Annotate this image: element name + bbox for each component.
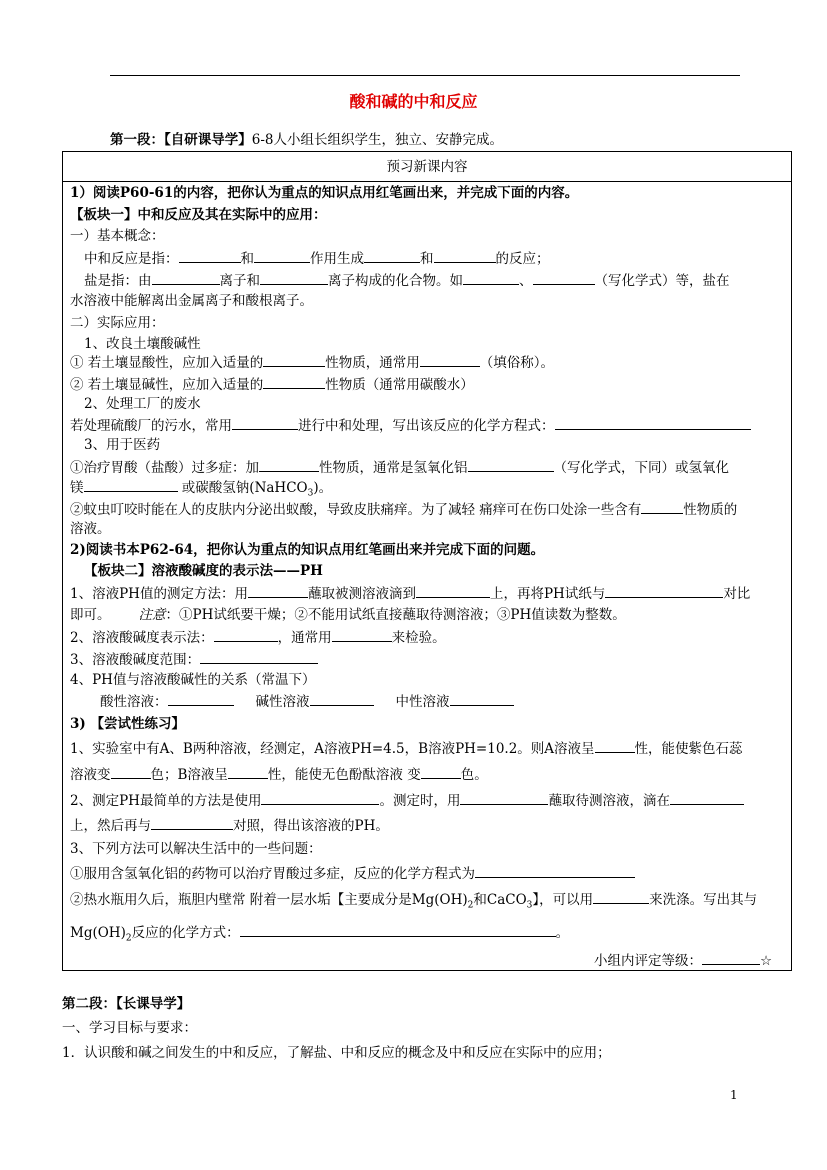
line-ph-notation <box>70 627 446 648</box>
line-ph-method <box>70 583 750 604</box>
fill-blank[interactable] <box>232 415 298 430</box>
text: 性，能使无色酚酞溶液 变 <box>267 767 421 783</box>
section-two-heading <box>62 994 190 1014</box>
fill-blank[interactable] <box>595 738 635 753</box>
line-salt-def <box>84 270 730 291</box>
text: 溶液变 <box>70 767 111 783</box>
text: 色；B溶液呈 <box>150 767 228 783</box>
fill-blank[interactable] <box>248 583 308 598</box>
line-solution-types <box>100 691 514 712</box>
fill-blank[interactable] <box>332 627 392 642</box>
fill-blank[interactable] <box>260 270 328 285</box>
line-salt-ions: 水溶液中能解离出金属离子和酸根离子。 <box>70 293 313 309</box>
fill-blank[interactable] <box>416 583 490 598</box>
text: 盐是指：由 <box>84 273 152 289</box>
fill-blank[interactable] <box>533 270 595 285</box>
text: ②热水瓶用久后，瓶胆内壁常 附着一层水垢【主要成分是Mg(OH) <box>70 892 468 908</box>
text: 进行中和处理，写出该反应的化学方程式： <box>298 418 555 434</box>
line-group-rating <box>594 950 772 971</box>
text: 1、溶液PH值的测定方法：用 <box>70 586 248 602</box>
fill-blank[interactable] <box>261 790 379 805</box>
line-wastewater-heading: 2、处理工厂的废水 <box>84 396 201 412</box>
fill-blank[interactable] <box>641 499 683 514</box>
text: ②蚊虫叮咬时能在人的皮肤内分泌出蚁酸，导致皮肤痛痒。为了减轻 痛痒可在伤口处涂一些含有 <box>70 502 642 518</box>
line-practical-use: 二）实际应用： <box>70 315 165 331</box>
text: 蘸取被测溶液滴到 <box>307 586 416 602</box>
fill-blank[interactable] <box>263 352 325 367</box>
text: 。 <box>555 925 570 941</box>
fill-blank[interactable] <box>364 248 420 263</box>
line-soil-alkaline <box>70 374 474 395</box>
text: 来检验。 <box>391 630 446 646</box>
fill-blank[interactable] <box>179 248 241 263</box>
text: ① 若土壤显酸性，应加入适量的 <box>70 355 264 371</box>
top-rule <box>110 75 740 76</box>
text: 2、溶液酸碱度表示法： <box>70 630 214 646</box>
fill-blank[interactable] <box>228 764 268 779</box>
text: 若处理硫酸厂的污水，常用 <box>70 418 232 434</box>
text: 镁 <box>70 480 84 496</box>
text: 色。 <box>460 767 488 783</box>
fill-blank[interactable] <box>254 248 310 263</box>
section-two-prefix: 第二段： <box>62 996 116 1012</box>
line-q2-b <box>70 815 389 836</box>
text: 性物质，通常用 <box>325 355 420 371</box>
text: 性物质的 <box>683 502 738 518</box>
section-one-heading <box>110 128 503 148</box>
line-q3-c <box>70 922 569 949</box>
text: 和CaCO <box>473 892 527 908</box>
line-ph-range <box>70 649 318 670</box>
text: 和 <box>240 251 254 267</box>
section-one-text: 6-8人小组长组织学生，独立、安静完成。 <box>251 132 503 148</box>
text: 1、实验室中有A、B两种溶液，经测定，A溶液PH=4.5，B溶液PH=10.2。则A溶液呈 <box>70 741 595 757</box>
text: 反应的化学方式： <box>131 925 240 941</box>
text: 性物质（通常用碳酸水） <box>325 377 474 393</box>
text: 或碳酸氢钠(NaHCO <box>181 480 308 496</box>
line-reading-1: 1）阅读P60-61的内容，把你认为重点的知识点用红笔画出来，并完成下面的内容。 <box>70 185 579 201</box>
note-label: 注意 <box>138 607 166 623</box>
fill-blank[interactable] <box>702 950 760 965</box>
section-one-prefix: 第一段： <box>110 132 164 148</box>
subscript: 3 <box>526 900 533 911</box>
text: ：①PH试纸要干燥；②不能用试纸直接蘸取待测溶液；③PH值读数为整数。 <box>165 607 626 623</box>
text: 。测定时，用 <box>379 793 461 809</box>
text: 2、测定PH最简单的方法是使用 <box>70 793 262 809</box>
line-neutralization-def <box>84 248 550 269</box>
fill-blank[interactable] <box>259 457 319 472</box>
text: （写化学式，下同）或氢氧化 <box>553 460 729 476</box>
fill-blank[interactable] <box>475 863 635 878</box>
subscript: 3 <box>307 488 314 499</box>
text: 】，可以用 <box>532 892 594 908</box>
line-q3-heading: 3、下列方法可以解决生活中的一些问题： <box>70 841 322 857</box>
fill-blank[interactable] <box>434 248 496 263</box>
fill-blank[interactable] <box>168 691 234 706</box>
text: 性物质，通常是氢氧化铝 <box>319 460 468 476</box>
text: 上，再将PH试纸与 <box>489 586 606 602</box>
text: 作用生成 <box>310 251 364 267</box>
line-soil-heading: 1、改良土壤酸碱性 <box>84 336 201 352</box>
line-q3-b <box>70 889 757 916</box>
fill-blank[interactable] <box>420 352 480 367</box>
star-icon: ☆ <box>760 953 773 969</box>
line-ph-notes <box>70 605 626 625</box>
learning-goals-heading: 一、学习目标与要求： <box>62 1020 197 1036</box>
text: 对比 <box>723 586 751 602</box>
text: 离子和 <box>219 273 260 289</box>
text: 和 <box>420 251 434 267</box>
line-basic-concepts: 一）基本概念： <box>70 228 165 244</box>
text: 酸性溶液： <box>100 694 168 710</box>
line-reading-2: 2)阅读书本P62-64，把你认为重点的知识点用红笔画出来并完成下面的问题。 <box>70 542 545 558</box>
line-mosquito <box>70 499 737 520</box>
text: 即可。 <box>70 607 111 623</box>
fill-blank[interactable] <box>421 764 461 779</box>
text: 的反应； <box>495 251 550 267</box>
practice-heading: 3) 【尝试性练习】 <box>70 716 185 732</box>
fill-blank[interactable] <box>152 270 220 285</box>
line-q3-a <box>70 863 635 884</box>
subscript: 2 <box>467 900 474 911</box>
text: 来洗涤。写出其与 <box>649 892 758 908</box>
text: （写化学式）等，盐在 <box>594 273 730 289</box>
fill-blank[interactable] <box>240 922 556 937</box>
fill-blank[interactable] <box>605 583 723 598</box>
text: ② 若土壤显碱性，应加入适量的 <box>70 377 264 393</box>
line-q1-a <box>70 738 743 759</box>
fill-blank[interactable] <box>263 374 325 389</box>
text: 蘸取待测溶液，滴在 <box>548 793 670 809</box>
line-wastewater <box>70 415 751 436</box>
fill-blank[interactable] <box>468 457 554 472</box>
fill-blank[interactable] <box>84 477 178 492</box>
fill-blank[interactable] <box>555 415 751 430</box>
section-one-bracket: 【自研课导学】 <box>164 132 252 148</box>
fill-blank[interactable] <box>670 790 744 805</box>
fill-blank[interactable] <box>151 815 233 830</box>
line-q2-a <box>70 790 744 811</box>
block-one-heading: 【板块一】中和反应及其在实际中的应用： <box>70 207 327 223</box>
line-stomach-acid <box>70 457 729 478</box>
fill-blank[interactable] <box>593 889 649 904</box>
fill-blank[interactable] <box>310 691 374 706</box>
text: 、 <box>519 273 533 289</box>
text: 中和反应是指： <box>84 251 179 267</box>
page-number: 1 <box>730 1088 738 1102</box>
fill-blank[interactable] <box>450 691 514 706</box>
fill-blank[interactable] <box>463 270 519 285</box>
fill-blank[interactable] <box>214 627 278 642</box>
text: 离子构成的化合物。如 <box>328 273 463 289</box>
text: 小组内评定等级： <box>594 953 702 969</box>
learning-goal-1: 1．认识酸和碱之间发生的中和反应，了解盐、中和反应的概念及中和反应在实际中的应用； <box>62 1045 611 1061</box>
text: )。 <box>313 480 333 496</box>
section-two-bracket: 【长课导学】 <box>116 996 191 1012</box>
line-q1-b <box>70 764 488 785</box>
line-medicine-heading: 3、用于医药 <box>84 437 161 453</box>
page-title: 酸和碱的中和反应 <box>349 92 478 111</box>
text: 性，能使紫色石蕊 <box>634 741 743 757</box>
fill-blank[interactable] <box>460 790 548 805</box>
text: Mg(OH) <box>70 925 126 941</box>
text: ，通常用 <box>277 630 332 646</box>
block-two-heading: 【板块二】溶液酸碱度的表示法——PH <box>84 563 323 579</box>
text: 碱性溶液 <box>255 694 310 710</box>
text: 3、溶液酸碱度范围： <box>70 652 201 668</box>
text: 中性溶液 <box>395 694 450 710</box>
line-soil-acidic <box>70 352 554 373</box>
fill-blank[interactable] <box>200 649 318 664</box>
text: 对照，得出该溶液的PH。 <box>233 818 389 834</box>
text: ①治疗胃酸（盐酸）过多症：加 <box>70 460 259 476</box>
line-ph-relation: 4、PH值与溶液酸碱性的关系（常温下） <box>70 672 316 688</box>
fill-blank[interactable] <box>111 764 151 779</box>
line-solution: 溶液。 <box>70 521 111 537</box>
text: ①服用含氢氧化铝的药物可以治疗胃酸过多症，反应的化学方程式为 <box>70 866 475 882</box>
text: 上，然后再与 <box>70 818 151 834</box>
subscript: 2 <box>125 933 132 944</box>
text: （填俗称）。 <box>479 355 555 371</box>
table-header: 预习新课内容 <box>63 152 791 182</box>
